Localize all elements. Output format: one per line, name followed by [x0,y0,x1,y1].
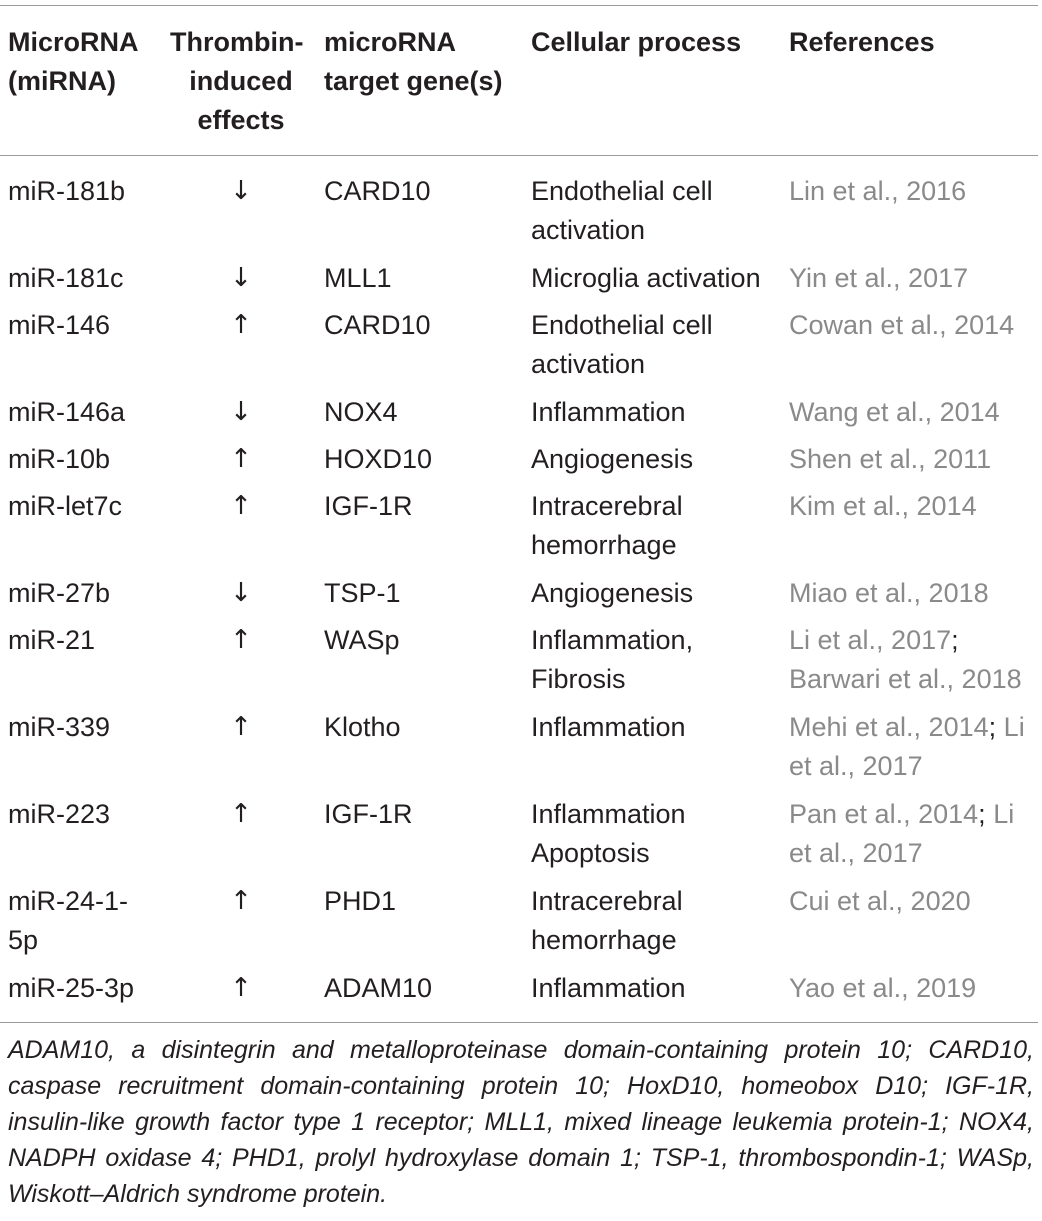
table-row-process [531,621,693,699]
process-line: Fibrosis [531,664,626,694]
process-line: activation [531,349,646,379]
effect-arrow-icon: ↑ [230,712,252,742]
table-row-target: Klotho [324,712,401,742]
table-row-reference[interactable] [789,440,991,479]
process-line: hemorrhage [531,530,677,560]
process-line: Inflammation [531,973,686,1003]
reference-link[interactable]: Mehi et al., 2014 [789,712,989,742]
table-row-target: HOXD10 [324,444,433,474]
effect-arrow-icon: ↓ [230,397,252,427]
reference-link[interactable]: Miao et al., 2018 [789,578,989,608]
reference-link[interactable]: Cui et al., 2020 [789,886,971,916]
table-row-mirna: miR-10b [8,444,111,474]
table-row-mirna: miR-181c [8,263,124,293]
table-row-process [531,393,686,432]
table-row-process [531,795,686,873]
effect-arrow-icon: ↑ [230,886,252,916]
table-row-mirna: miR-146a [8,397,126,427]
table-row-process [531,882,683,960]
reference-link[interactable]: Shen et al., 2011 [789,444,992,474]
table-row-mirna: miR-27b [8,578,111,608]
process-line: Endothelial cell [531,310,713,340]
process-line: activation [531,215,646,245]
table-row-process [531,440,693,479]
effect-arrow-icon: ↓ [230,578,252,608]
effect-arrow-icon: ↑ [230,310,252,340]
table-row-process [531,708,686,747]
reference-separator: ; [951,625,959,655]
header-mirna-line2: (miRNA) [8,66,116,96]
table-row-mirna: miR-let7c [8,491,123,521]
table-row-process [531,306,713,384]
table-row-reference[interactable] [789,393,1000,432]
reference-link[interactable]: et al., 2017 [789,751,923,781]
table-row-mirna: miR-223 [8,799,111,829]
table-row-reference[interactable] [789,621,1022,699]
table-row-process [531,574,693,613]
process-line: Microglia activation [531,263,761,293]
table-row-target: MLL1 [324,263,392,293]
table-row-target: CARD10 [324,176,431,206]
reference-link[interactable]: Kim et al., 2014 [789,491,977,521]
header-process: Cellular process [531,27,742,57]
header-effects-line3: effects [197,105,285,135]
table-row-mirna [8,882,128,960]
process-line: Inflammation [531,712,686,742]
process-line: Angiogenesis [531,578,694,608]
reference-link[interactable]: Li [1003,712,1025,742]
table-row-reference[interactable] [789,172,966,211]
table-row-mirna: miR-181b [8,176,126,206]
effect-arrow-icon: ↑ [230,444,252,474]
reference-separator: ; [978,799,986,829]
header-effects-line1: Thrombin- [170,27,304,57]
table-row-reference[interactable] [789,259,968,298]
table-row-mirna: miR-339 [8,712,111,742]
mirna-line: 5p [8,925,39,955]
table-row-mirna: miR-146 [8,310,111,340]
reference-link[interactable]: Li [993,799,1015,829]
table-footnote: ADAM10, a disintegrin and metalloproteinase domain-containing protein 10; CARD10, caspase recruitment domain-containing protein 10; HoxD10, homeobox D10; IGF-1R, insulin-like growth factor type 1 receptor; MLL1, mixed lineage leukemia protein-1; NOX4, NADPH oxidase 4; PHD1, prolyl hydroxylase domain 1; TSP-1, thrombospondin-1; WASp, Wiskott–Aldrich syndrome protein. [8,1036,1034,1208]
effect-arrow-icon: ↑ [230,973,252,1003]
table-row-reference[interactable] [789,708,1025,786]
table-row-target: CARD10 [324,310,431,340]
effect-arrow-icon: ↑ [230,799,252,829]
table-bottom-rule [0,1022,1038,1023]
process-line: Inflammation [531,799,686,829]
table-row-target: ADAM10 [324,973,433,1003]
process-line: hemorrhage [531,925,677,955]
table-top-rule [0,5,1038,6]
reference-link[interactable]: Cowan et al., 2014 [789,310,1015,340]
process-line: Inflammation [531,397,686,427]
reference-link[interactable]: Yin et al., 2017 [789,263,969,293]
table-row-target: WASp [324,625,400,655]
header-effects-line2: induced [189,66,293,96]
table-row-target: TSP-1 [324,578,401,608]
table-row-reference[interactable] [789,487,977,526]
header-rule [0,155,1038,156]
table-row-process [531,259,761,298]
table-row-target: PHD1 [324,886,397,916]
header-effects [168,23,314,140]
table-row-process [531,487,683,565]
header-references: References [789,27,935,57]
reference-link[interactable]: Li et al., 2017 [789,625,952,655]
table-row-target: NOX4 [324,397,398,427]
table-row-process [531,172,713,250]
effect-arrow-icon: ↑ [230,625,252,655]
process-line: Intracerebral [531,491,683,521]
process-line: Intracerebral [531,886,683,916]
process-line: Inflammation, [531,625,694,655]
table-row-reference[interactable] [789,969,976,1008]
mirna-line: miR-24-1- [8,886,129,916]
table-row-mirna: miR-25-3p [8,973,135,1003]
process-line: Endothelial cell [531,176,713,206]
header-target [324,23,503,101]
header-target-line2: target gene(s) [324,66,503,96]
table-row-reference[interactable] [789,306,1014,345]
process-line: Apoptosis [531,838,650,868]
table-row-mirna: miR-21 [8,625,96,655]
header-mirna-line1: MicroRNA [8,27,139,57]
effect-arrow-icon: ↑ [230,491,252,521]
table-row-target: IGF-1R [324,491,413,521]
effect-arrow-icon: ↓ [230,176,252,206]
reference-link[interactable]: Pan et al., 2014 [789,799,979,829]
table-row-target: IGF-1R [324,799,413,829]
process-line: Angiogenesis [531,444,694,474]
reference-separator: ; [988,712,997,742]
effect-arrow-icon: ↓ [230,263,252,293]
reference-link[interactable]: Barwari et al., 2018 [789,664,1022,694]
header-target-line1: microRNA [324,27,457,57]
reference-link[interactable]: Wang et al., 2014 [789,397,1000,427]
reference-link[interactable]: Yao et al., 2019 [789,973,977,1003]
table-row-reference[interactable] [789,574,989,613]
table-row-reference[interactable] [789,795,1014,873]
table-row-process [531,969,686,1008]
header-mirna [8,23,139,101]
reference-link[interactable]: et al., 2017 [789,838,923,868]
table-row-reference[interactable] [789,882,971,921]
reference-link[interactable]: Lin et al., 2016 [789,176,967,206]
